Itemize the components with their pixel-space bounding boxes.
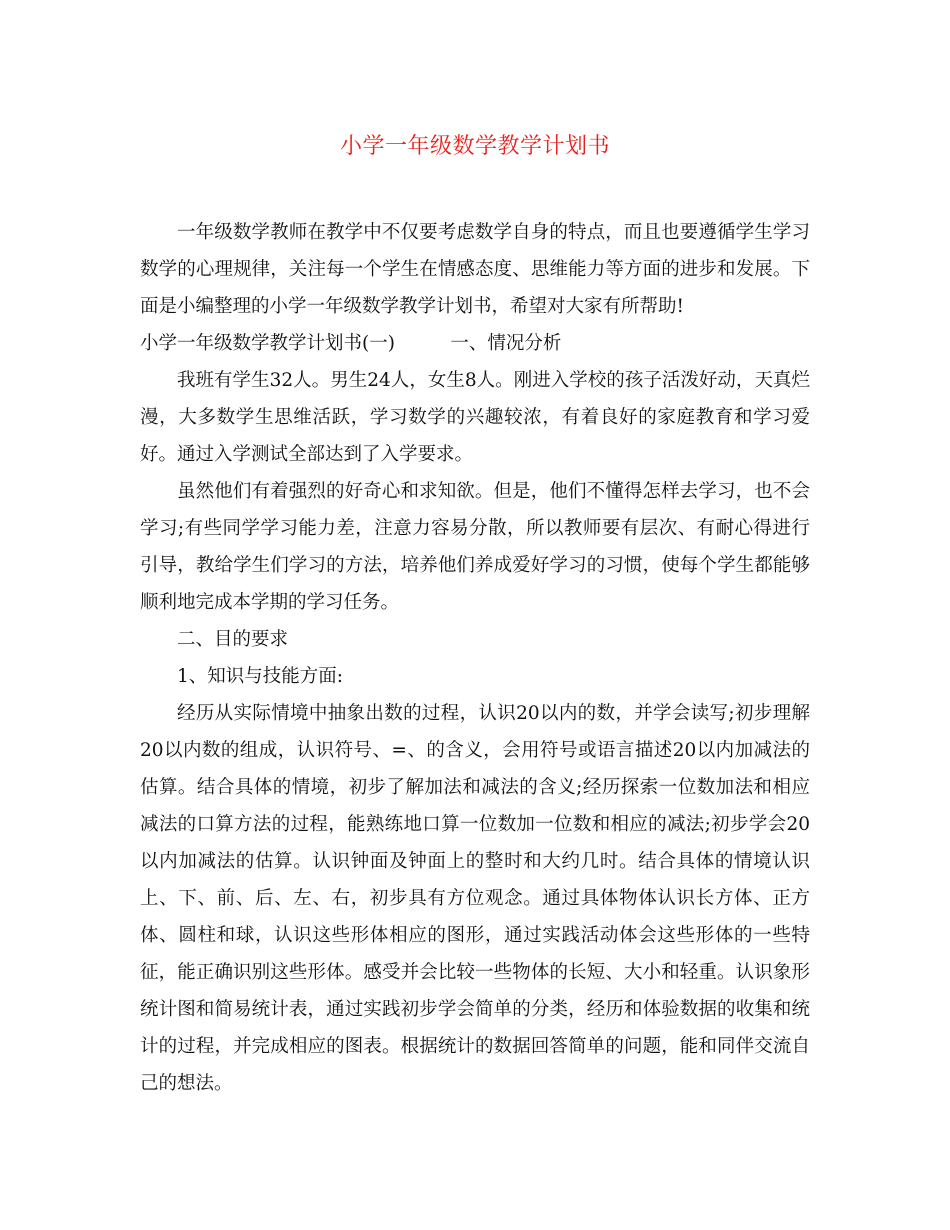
skills-heading: 1、知识与技能方面: <box>177 666 344 687</box>
document-title: 小学一年级数学教学计划书 <box>339 134 610 159</box>
section-heading: 小学一年级数学教学计划书(一) 一、情况分析 <box>140 333 562 354</box>
intro-paragraph: 一年级数学教师在教学中不仅要考虑数学自身的特点，而且也要遵循学生学习数学的心理规律，关注每一个学生在情感态度、思维能力等方面的进步和发展。下面是小编整理的小学一年级数学教学计划书，希望对大家有所帮助! <box>140 222 810 317</box>
document-body <box>140 214 810 1102</box>
skills-paragraph: 经历从实际情境中抽象出数的过程，认识20以内的数，并学会读写;初步理解20以内数的组成，认识符号、=、的含义，会用符号或语言描述20以内加减法的估算。结合具体的情境，初步了解加法和减法的含义;经历探索一位数加法和相应减法的口算方法的过程，能熟练地口算一位数加一位数和相应的减法;初步学会20以内加减法的估算。认识钟面及钟面上的整时和大约几时。结合具体的情境认识上、下、前、后、左、右，初步具有方位观念。通过具体物体认识长方体、正方体、圆柱和球，认识这些形体相应的图形，通过实践活动体会这些形体的一些特征，能正确识别这些形体。感受并会比较一些物体的长短、大小和轻重。认识象形统计图和简易统计表，通过实践初步学会简单的分类，经历和体验数据的收集和统计的过程，并完成相应的图表。根据统计的数据回答简单的问题，能和同伴交流自己的想法。 <box>140 703 810 1094</box>
objectives-heading: 二、目的要求 <box>177 629 289 650</box>
learning-paragraph: 虽然他们有着强烈的好奇心和求知欲。但是，他们不懂得怎样去学习，也不会学习;有些同学学习能力差，注意力容易分散，所以教师要有层次、有耐心得进行引导，教给学生们学习的方法，培养他们养成爱好学习的习惯，使每个学生都能够顺利地完成本学期的学习任务。 <box>140 481 810 613</box>
situation-paragraph: 我班有学生32人。男生24人，女生8人。刚进入学校的孩子活泼好动，天真烂漫，大多数学生思维活跃，学习数学的兴趣较浓，有着良好的家庭教育和学习爱好。通过入学测试全部达到了入学要求。 <box>140 370 810 465</box>
